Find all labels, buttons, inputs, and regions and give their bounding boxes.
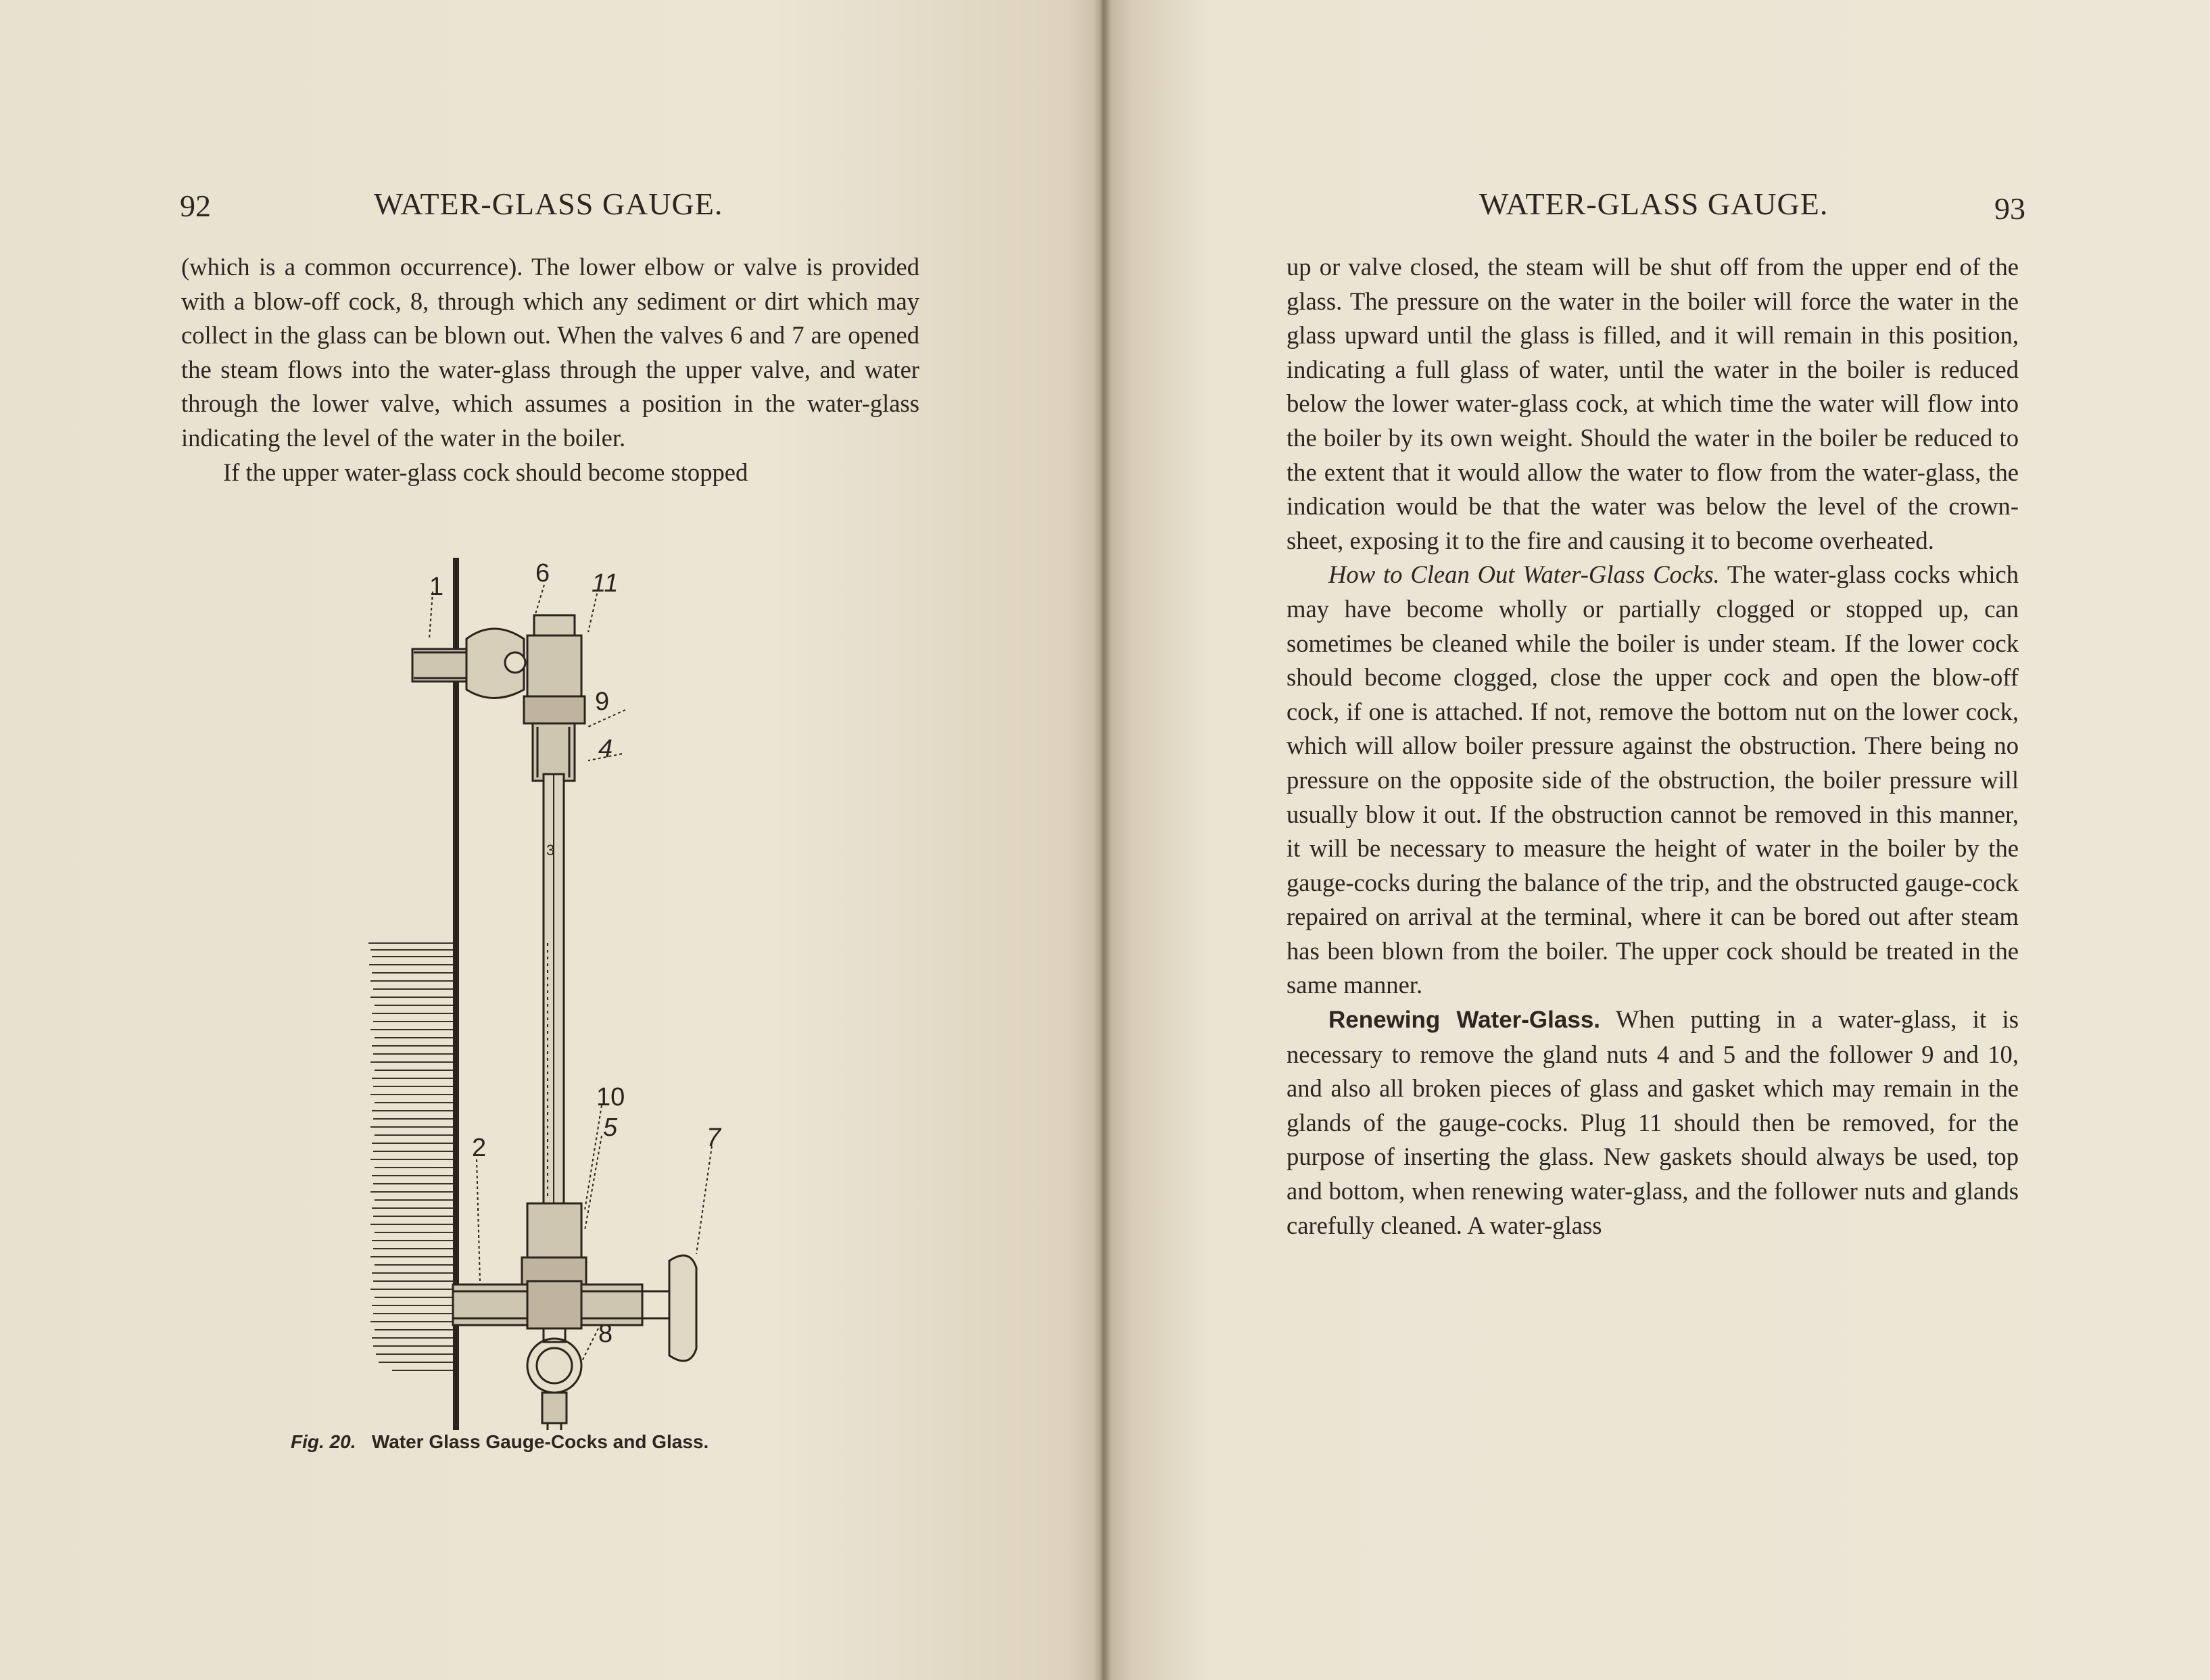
running-header: WATER-GLASS GAUGE. xyxy=(1479,187,1829,221)
paragraph xyxy=(1287,558,2019,1003)
body-text xyxy=(181,250,919,489)
figure-label: 6 xyxy=(535,559,550,587)
paragraph-text: The water-glass cocks which may have become wholly or partially clogged or stopped up, can sometimes be cleaned while the boiler is under steam. If the lower cock should become clogged, close the upper cock and open the blow-off cock, if one is attached. If not, remove the bottom nut on the lower cock, which will allow boiler pressure against the obstruction. There being no pressure on the opposite side of the obstruction, the boiler pressure will usually blow it out. If the obstruction cannot be removed in this manner, it will be necessary to measure the height of water in the boiler by the gauge-cocks during the balance of the trip, and the obstructed gauge-cock repaired on arrival at the terminal, where it can be bored out after steam has been blown from the boiler. The upper cock should be treated in the same manner. xyxy=(1287,560,2019,999)
lower-cock xyxy=(453,1203,696,1430)
book-gutter xyxy=(1094,0,1111,1680)
figure-label: 10 xyxy=(596,1083,625,1111)
water-hatching xyxy=(368,943,453,1370)
page-number: 93 xyxy=(1994,191,2025,226)
caption-figure-number: Fig. 20. xyxy=(291,1431,356,1452)
figure-label: 4 xyxy=(598,735,613,763)
figure-label: 7 xyxy=(706,1124,721,1152)
paragraph: up or valve closed, the steam will be shut off from the upper end of the glass. The pressure on the water in the boiler will force the water in the glass upward until the glass is filled, and it will remain in this position, indicating a full glass of water, until the water in the boiler is reduced below the lower water-glass cock, at which time the water will flow into the boiler by its own weight. Should the water in the boiler be reduced to the extent that it would allow the water to flow from the water-glass, the indication would be that the water was below the level of the crown-sheet, exposing it to the fire and causing it to become overheated. xyxy=(1287,253,2019,554)
section-heading: How to Clean Out Water-Glass Cocks. xyxy=(1328,560,1720,589)
figure-label: 3 xyxy=(546,842,555,859)
paragraph: If the upper water-glass cock should become stopped xyxy=(223,458,748,486)
figure-label: 8 xyxy=(598,1320,613,1348)
caption-text: Water Glass Gauge-Cocks and Glass. xyxy=(371,1431,709,1452)
section-heading: Renewing Water-Glass. xyxy=(1328,1007,1601,1034)
figure-label: 11 xyxy=(592,569,619,598)
paragraph xyxy=(1287,1003,2019,1243)
upper-cock xyxy=(412,615,585,781)
gauge-figure xyxy=(365,551,744,1430)
paragraph: (which is a common occurrence). The lower elbow or valve is provided with a blow-off cock, 8, through which any sediment or dirt which may collect in the glass can be blown out. When the valves 6 and 7 are opened the steam flows into the water-glass through the upper valve, and water through the lower valve, which assumes a position in the water-glass indicating the level of the water in the boiler. xyxy=(181,253,919,452)
figure-label: 5 xyxy=(603,1113,618,1142)
right-page xyxy=(1101,0,2210,1680)
figure-label: 1 xyxy=(429,573,444,601)
figure-label: 2 xyxy=(472,1134,487,1162)
running-header: WATER-GLASS GAUGE. xyxy=(374,187,723,221)
water-glass-tube xyxy=(544,774,564,1207)
left-page xyxy=(0,0,1101,1680)
figure-label: 9 xyxy=(595,688,610,716)
figure-caption xyxy=(291,1431,832,1465)
paragraph-text: When putting in a water-glass, it is necessary to remove the gland nuts 4 and 5 and the follower 9 and 10, and also all broken pieces of glass and gasket which may remain in the glands of the gauge-cocks. Plug 11 should then be removed, for the purpose of inserting the glass. New gaskets should always be used, top and bottom, when renewing water-glass, and the follower nuts and glands carefully cleaned. A water-glass xyxy=(1287,1005,2019,1239)
page-number: 92 xyxy=(180,189,211,223)
body-text xyxy=(1287,250,2019,1243)
